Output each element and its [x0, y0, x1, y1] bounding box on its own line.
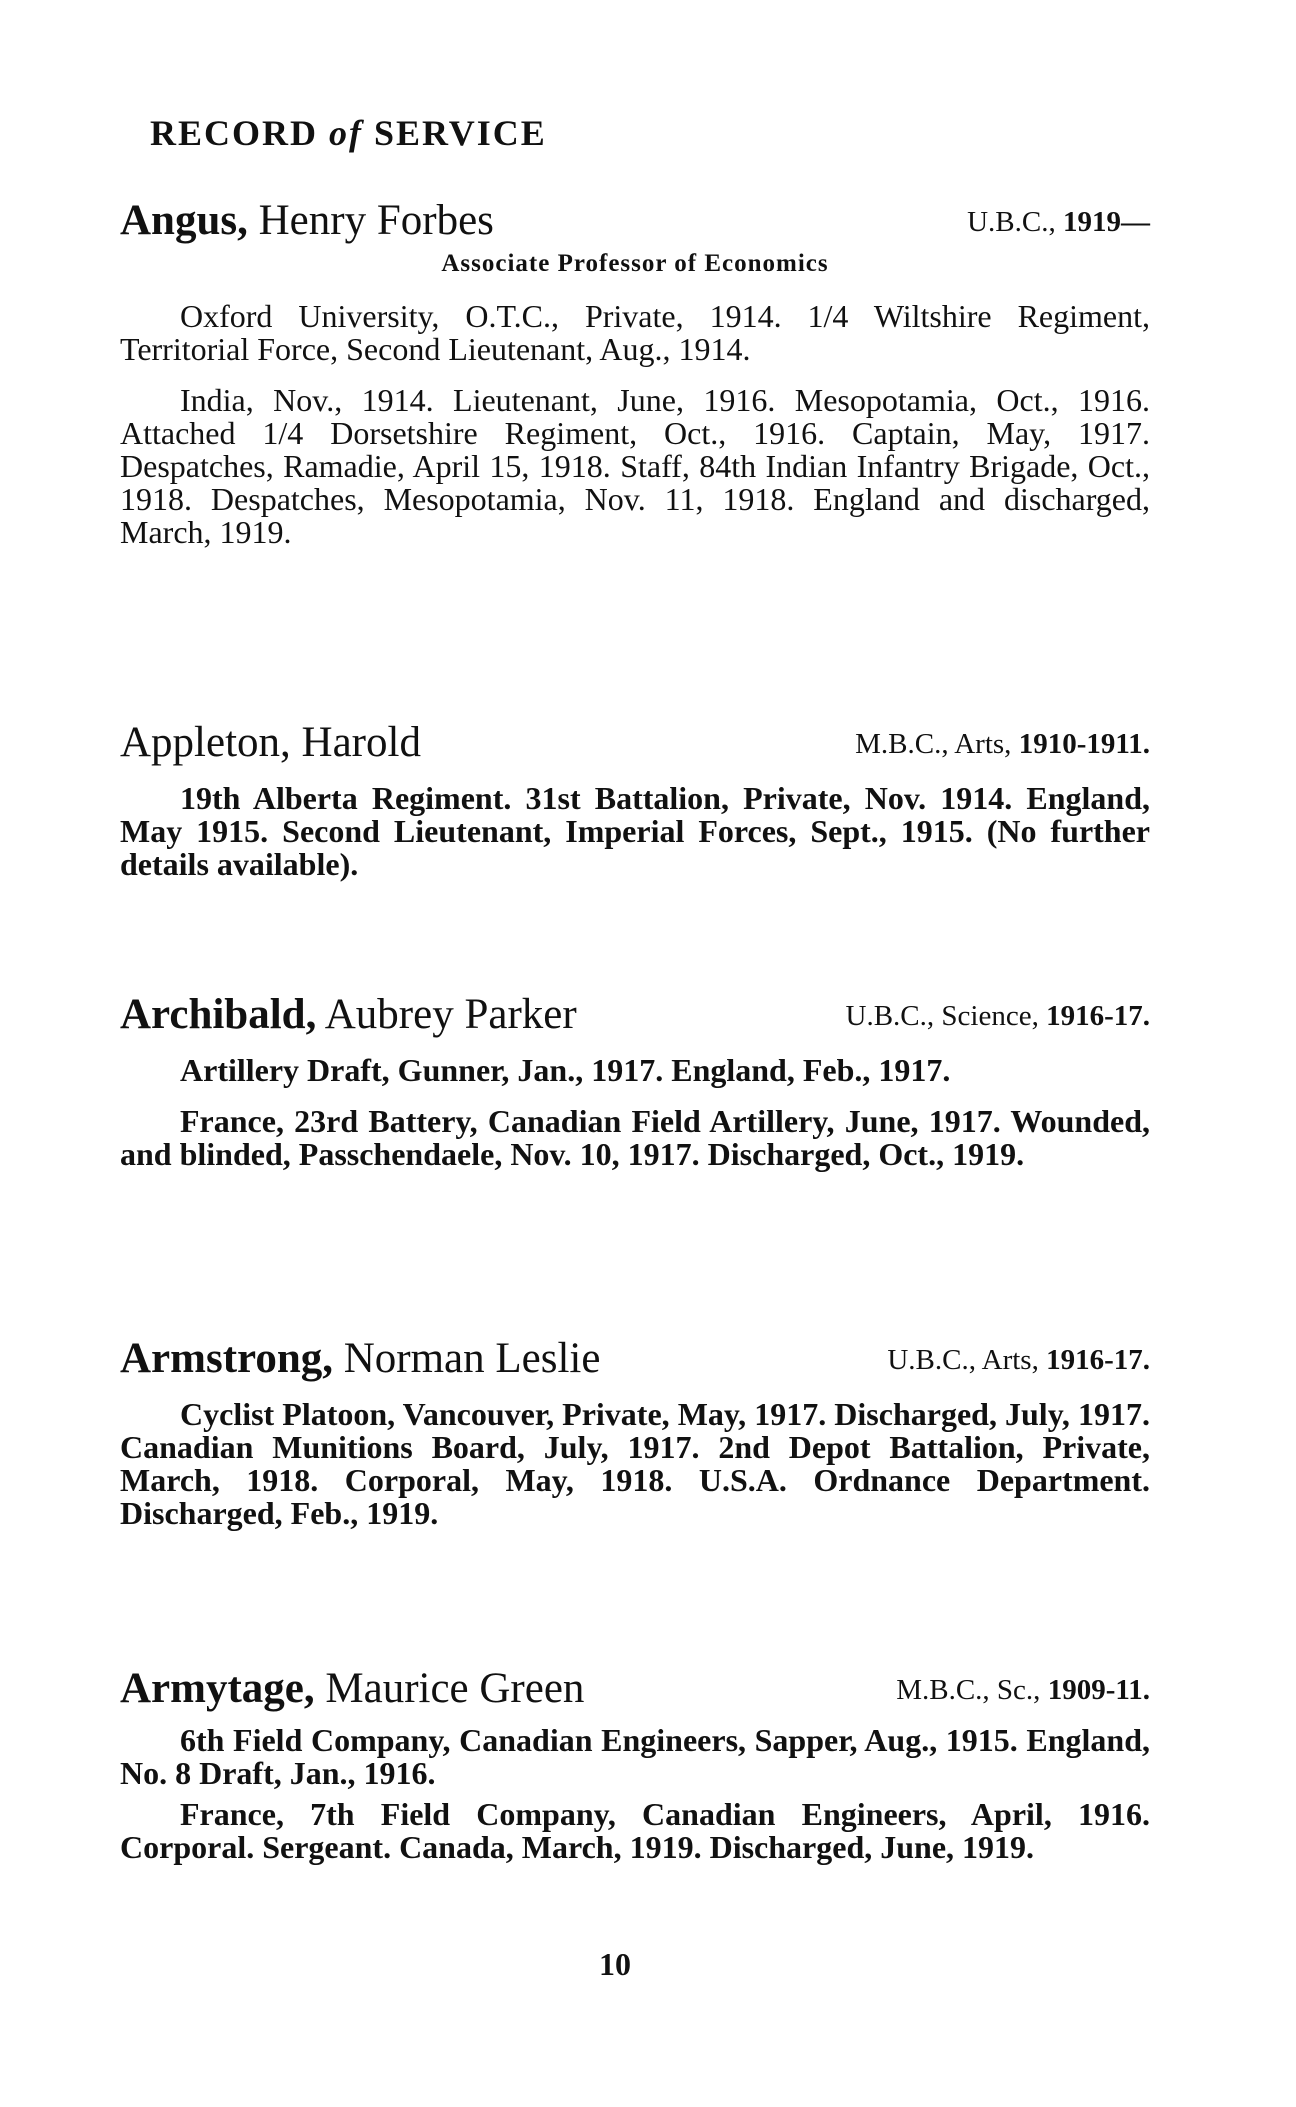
entry-surname: Armytage, [120, 1665, 315, 1712]
entry-given-names: Harold [301, 719, 421, 766]
entry-college: U.B.C., Arts, [887, 1344, 1039, 1376]
service-entry-armytage [120, 1664, 1150, 1882]
entry-surname: Appleton, [120, 719, 291, 766]
entry-surname: Angus, [120, 197, 248, 244]
entry-college: M.B.C., Sc., [896, 1674, 1041, 1706]
entry-paragraph: Cyclist Platoon, Vancouver, Private, May, 1917. Discharged, July, 1917. Canadian Munitions Board, July, 1917. 2nd Depot Battalion, Private, March, 1918. Corporal, May, 1918. U.S.A. Ordnance Department. Discharged, Feb., 1919. [120, 1396, 1150, 1531]
entry-affiliation [846, 1000, 1150, 1033]
entry-given-names: Henry Forbes [258, 197, 494, 244]
entry-given-names: Aubrey Parker [324, 991, 577, 1038]
entry-name [120, 1664, 584, 1713]
entry-affiliation [896, 1674, 1150, 1707]
entry-title: Associate Professor of Economics [441, 250, 829, 277]
entry-years: 1919— [1063, 206, 1150, 238]
entry-name [120, 990, 577, 1039]
entry-heading [120, 990, 1150, 1046]
entry-college: M.B.C., Arts, [855, 728, 1012, 760]
entry-heading [120, 1334, 1150, 1390]
entry-paragraph: Artillery Draft, Gunner, Jan., 1917. England, Feb., 1917. [180, 1052, 951, 1088]
entry-given-names: Norman Leslie [343, 1335, 601, 1382]
entry-years: 1910-1911. [1018, 728, 1150, 760]
entry-heading [120, 196, 1150, 252]
entry-college: U.B.C., [967, 206, 1056, 238]
service-entry-armstrong [120, 1334, 1150, 1548]
entry-paragraph: France, 7th Field Company, Canadian Engineers, April, 1916. Corporal. Sergeant. Canada, March, 1919. Discharged, June, 1919. [120, 1796, 1150, 1865]
entry-college: U.B.C., Science, [845, 1000, 1039, 1032]
entry-paragraph: India, Nov., 1914. Lieutenant, June, 1916. Mesopotamia, Oct., 1916. Attached 1/4 Dorsetshire Regiment, Oct., 1916. Captain, May, 1917. Despatches, Ramadie, April 15, 1918. Staff, 84th Indian Infantry Brigade, Oct., 1918. Despatches, Mesopotamia, Nov. 11, 1918. England and discharged, March, 1919. [120, 382, 1150, 550]
page-header [150, 112, 547, 154]
page-number: 10 [599, 1946, 631, 1982]
entry-affiliation [887, 1344, 1150, 1377]
service-entry-angus [120, 196, 1150, 567]
entry-name [120, 718, 421, 767]
header-service: SERVICE [374, 113, 547, 153]
entry-name [120, 1334, 600, 1383]
entry-affiliation [855, 728, 1150, 761]
entry-years: 1916-17. [1046, 1000, 1150, 1032]
entry-affiliation [967, 206, 1150, 239]
service-entry-appleton [120, 718, 1150, 899]
entry-paragraph: Oxford University, O.T.C., Private, 1914. 1/4 Wiltshire Regiment, Territorial Force, Second Lieutenant, Aug., 1914. [120, 298, 1150, 367]
header-of: of [329, 113, 364, 153]
entry-years: 1909-11. [1047, 1674, 1150, 1706]
entry-surname: Archibald, [120, 991, 317, 1038]
entry-given-names: Maurice Green [325, 1665, 585, 1712]
entry-surname: Armstrong, [120, 1335, 333, 1382]
entry-paragraph: 19th Alberta Regiment. 31st Battalion, Private, Nov. 1914. England, May 1915. Second Lieutenant, Imperial Forces, Sept., 1915. (No further details available). [120, 780, 1150, 882]
header-record: RECORD [150, 113, 319, 153]
entry-heading [120, 1664, 1150, 1720]
entry-years: 1916-17. [1046, 1344, 1150, 1376]
entry-name [120, 196, 494, 245]
service-entry-archibald [120, 990, 1150, 1189]
entry-heading [120, 718, 1150, 774]
entry-paragraph: France, 23rd Battery, Canadian Field Artillery, June, 1917. Wounded, and blinded, Passchendaele, Nov. 10, 1917. Discharged, Oct., 1919. [120, 1103, 1150, 1172]
entry-paragraph: 6th Field Company, Canadian Engineers, Sapper, Aug., 1915. England, No. 8 Draft, Jan., 1916. [120, 1722, 1150, 1791]
